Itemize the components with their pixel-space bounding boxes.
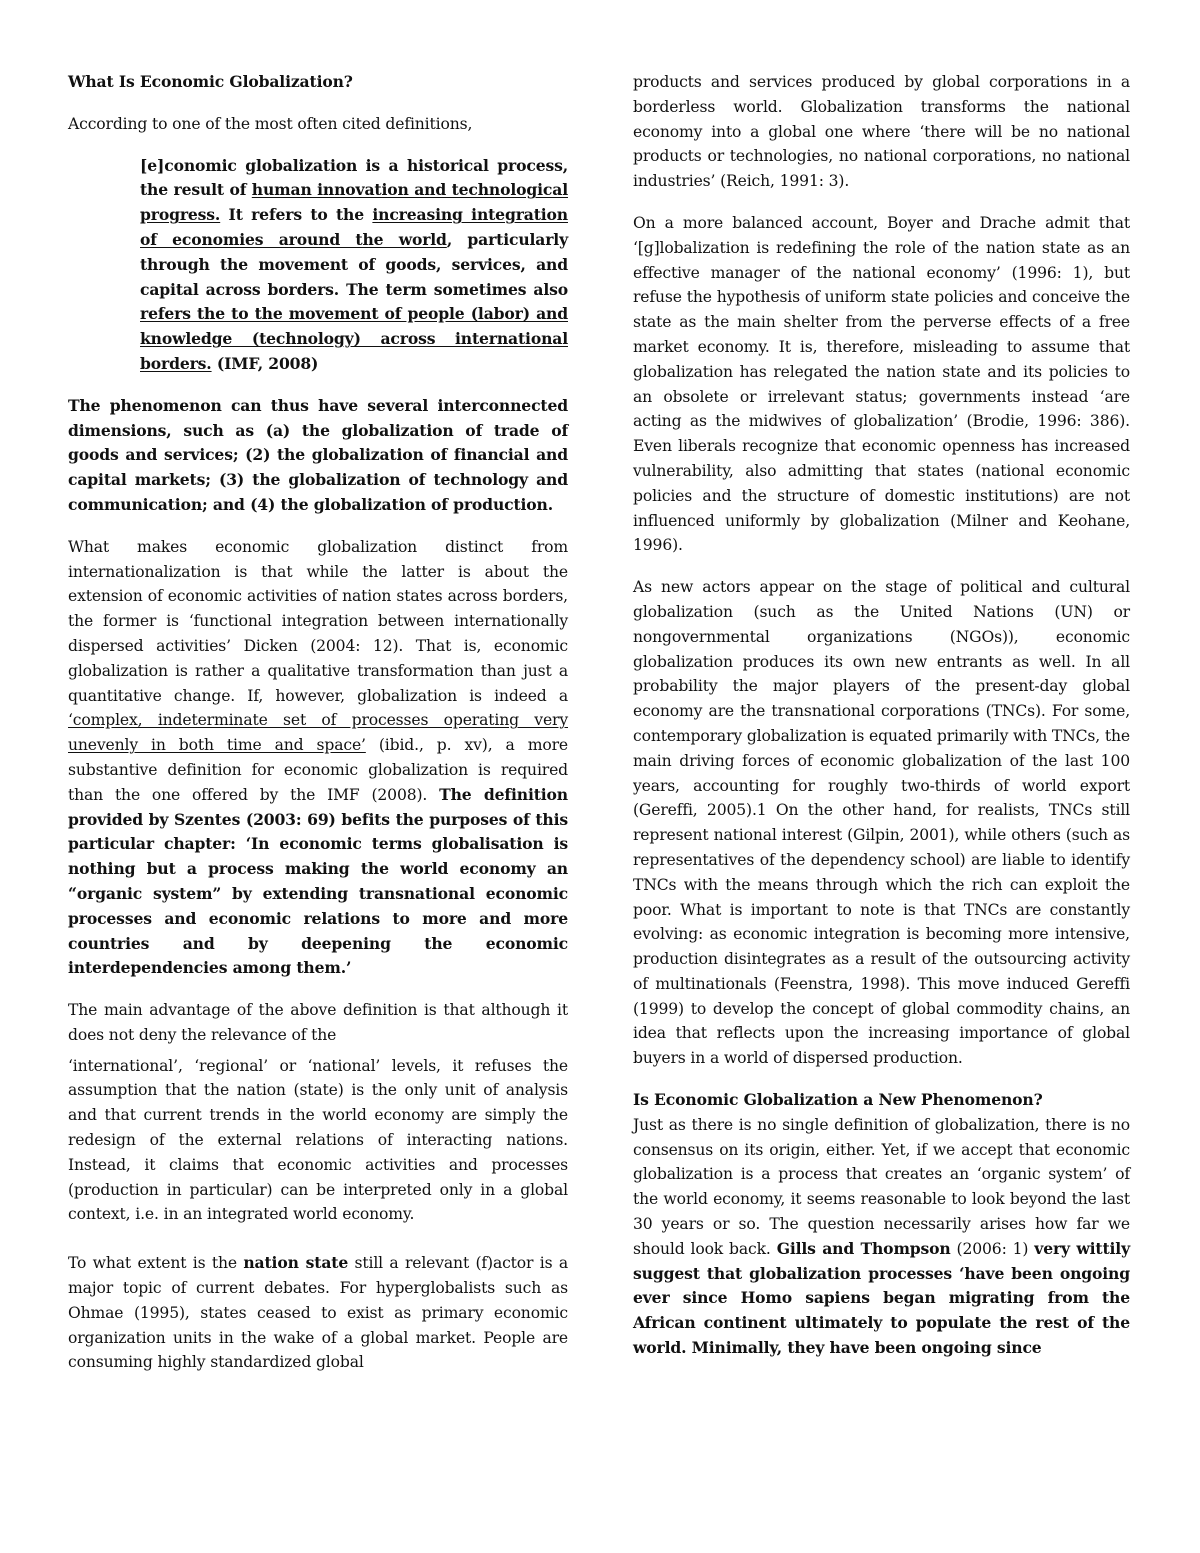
paragraph-bold: The definition provided by Szentes (2003: 69) befits the purposes of this particular chapter: ‘In economic terms globalisation is nothing but a process making the world economy an “organic system” by extending transnational economic processes and economic relations to more and more countries and by deepening the economic interdependencies among them.’	[68, 784, 568, 978]
advantage-paragraph-cont: ‘international’, ‘regional’ or ‘national’ levels, it refuses the assumption that the nation (state) is the only unit of analysis and that current trends in the world economy are simply the redesign of the external relations of interacting nations. Instead, it claims that economic activities and processes (production in particular) can be interpreted only in a global context, i.e. in an integrated world economy.	[68, 1056, 568, 1224]
quote-underline: human innovation and technological progress.	[140, 180, 568, 225]
advantage-paragraph-start: The main advantage of the above definition is that although it does not deny the relevance of the	[68, 1001, 568, 1044]
intro-paragraph: According to one of the most often cited definitions,	[68, 114, 473, 133]
left-column	[68, 70, 568, 1392]
new-actors-paragraph: As new actors appear on the stage of political and cultural globalization (such as the United Nations (UN) or nongovernmental organizations (NGOs)), economic globalization produces its own new entrants as well. In all probability the major players of the present-day global economy are the transnational corporations (TNCs). For some, contemporary globalization is equated primarily with TNCs, the main driving forces of economic globalization of the last 100 years, accounting for roughly two-thirds of world export (Gereffi, 2005).1 On the other hand, for realists, TNCs still represent national interest (Gilpin, 2001), while others (such as representatives of the dependency school) are liable to identify TNCs with the means through which the rich can exploit the poor. What is important to note is that TNCs are constantly evolving: as economic integration is becoming more intensive, production disintegrates as a result of the outsourcing activity of multinationals (Feenstra, 1998). This move induced Gereffi (1999) to develop the concept of global commodity chains, an idea that reflects upon the increasing importance of global buyers in a world of dispersed production.	[633, 578, 1130, 1068]
dimensions-paragraph	[68, 394, 568, 518]
subsection-heading: Is Economic Globalization a New Phenomenon?	[633, 1090, 1043, 1110]
origin-paragraph	[633, 1113, 1130, 1361]
paragraph-text: (ibid., p. xv), a more substantive definition for economic globalization is required than the one offered by the IMF (2008).	[68, 736, 568, 804]
paragraph-text: What makes economic globalization distinct from internationalization is that while the latter is about the extension of economic activities of nation states across borders, the former is ‘functional integration between internationally dispersed activities’ Dicken (2004: 12). That is, economic globalization is rather a qualitative transformation than just a quantitative change. If, however, globalization is indeed a	[68, 537, 568, 705]
distinction-paragraph	[68, 535, 568, 981]
balanced-account-paragraph: On a more balanced account, Boyer and Drache admit that ‘[g]lobalization is redefining the role of the nation state as an effective manager of the national economy’ (1996: 1), but refuse the hypothesis of uniform state policies and conceive the state as the main shelter from the perverse effects of a free market economy. It is, therefore, misleading to assume that globalization has relegated the nation state and its policies to an obsolete or irrelevant status; governments instead ‘are acting as the midwives of globalization’ (Brodie, 1996: 386). Even liberals recognize that economic openness has increased vulnerability, also admitting that states (national economic policies and the structure of domestic institutions) are not influenced uniformly by globalization (Milner and Keohane, 1996).	[633, 213, 1130, 555]
paragraph-bold: nation state	[243, 1253, 349, 1273]
paragraph-bold: Gills and Thompson	[776, 1238, 951, 1258]
quote-text: It refers to the	[220, 205, 373, 225]
quote-text: , particularly through the movement of goods, services, and capital across borders. The term sometimes also	[140, 229, 568, 299]
borderless-paragraph: products and services produced by global corporations in a borderless world. Globalization transforms the national economy into a global one where ‘there will be no national products or technologies, no national corporations, no national industries’ (Reich, 1991: 3).	[633, 73, 1130, 191]
quote-text: [e]conomic globalization is a historical process, the result of	[140, 155, 568, 200]
paragraph-underline: ‘complex, indeterminate set of processes operating very unevenly in both time and space’	[68, 711, 568, 755]
imf-definition-quote	[140, 154, 568, 377]
section-heading: What Is Economic Globalization?	[68, 72, 353, 91]
quote-underline: increasing integration of economies around the world	[140, 205, 568, 249]
quote-citation: (IMF, 2008)	[211, 353, 319, 373]
paragraph-text: Just as there is no single definition of globalization, there is no consensus on its origin, either. Yet, if we accept that economic globalization is a process that creates an ‘organic system’ of the world economy, it seems reasonable to look beyond the last 30 years or so. The question necessarily arises how far we should look back.	[633, 1115, 1130, 1258]
right-column	[633, 70, 1130, 1378]
paragraph-text: still a relevant (f)actor is a major topic of current debates. For hyperglobalists such as Ohmae (1995), states ceased to exist as primary economic organization units in the wake of a global market. People are consuming highly standardized global	[68, 1254, 568, 1372]
paragraph-text: (2006: 1)	[950, 1239, 1035, 1258]
paragraph-text: To what extent is the	[68, 1254, 244, 1273]
dimensions-text: The phenomenon can thus have several interconnected dimensions, such as (a) the globalization of trade of goods and services; (2) the globalization of financial and capital markets; (3) the globalization of technology and communication; and (4) the globalization of production.	[68, 395, 568, 514]
nation-state-paragraph	[68, 1251, 568, 1375]
quote-underline: refers the to the movement of people (labor) and knowledge (technology) across international borders.	[140, 304, 568, 373]
paragraph-bold: very wittily suggest that globalization processes ‘have been ongoing ever since Homo sapiens began migrating from the African continent ultimately to populate the rest of the world. Minimally, they have been ongoing since	[633, 1238, 1130, 1358]
